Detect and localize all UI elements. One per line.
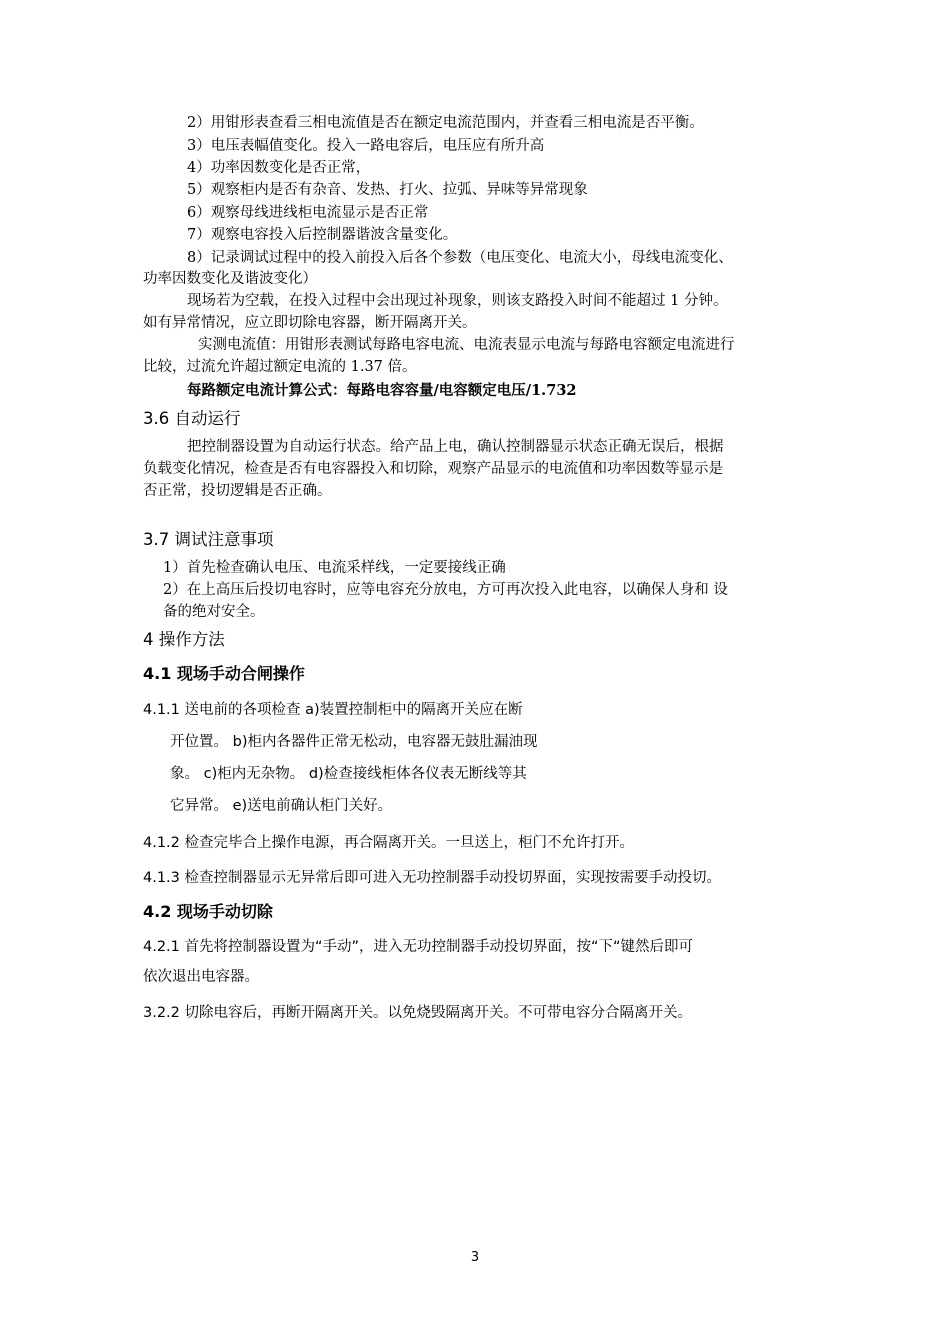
- section-heading-4-1: 4.1 现场手动合闸操作: [143, 664, 305, 683]
- section-heading-4: 4 操作方法: [143, 630, 225, 649]
- paragraph-no-load-cont: 如有异常情况，应立即切除电容器，断开隔离开关。: [143, 315, 477, 331]
- paragraph-4-1-1: 4.1.1 送电前的各项检查 a)装置控制柜中的隔离开关应在断: [143, 702, 523, 718]
- paragraph-measured-current-cont: 比较，过流允许超过额定电流的 1.37 倍。: [143, 359, 417, 375]
- section-heading-4-2: 4.2 现场手动切除: [143, 902, 273, 921]
- section-heading-3-7: 3.7 调试注意事项: [143, 530, 274, 549]
- paragraph-4-1-1-cont2: 象。 c)柜内无杂物。 d)检查接线柜体各仪表无断线等其: [170, 766, 527, 782]
- paragraph-4-2-1-cont: 依次退出电容器。: [143, 969, 259, 985]
- notice-item-1: 1）首先检查确认电压、电流采样线，一定要接线正确: [163, 560, 506, 576]
- paragraph-3-2-2: 3.2.2 切除电容后，再断开隔离开关。以免烧毁隔离开关。不可带电容分合隔离开关。: [143, 1005, 693, 1021]
- paragraph-4-1-3: 4.1.3 检查控制器显示无异常后即可进入无功控制器手动投切界面，实现按需要手动投切。: [143, 870, 721, 886]
- list-item-3: 3）电压表幅值变化。投入一路电容后，电压应有所升高: [187, 138, 545, 154]
- paragraph-4-2-1: 4.2.1 首先将控制器设置为“手动”，进入无功控制器手动投切界面，按“下“键然后即可: [143, 939, 694, 955]
- paragraph-4-1-1-cont1: 开位置。 b)柜内各器件正常无松动，电容器无鼓肚漏油现: [170, 734, 538, 750]
- list-item-5: 5）观察柜内是否有杂音、发热、打火、拉弧、异味等异常现象: [187, 182, 588, 198]
- paragraph-auto-run: 把控制器设置为自动运行状态。给产品上电，确认控制器显示状态正确无误后，根据: [187, 439, 724, 455]
- list-item-8-cont: 功率因数变化及谐波变化）: [143, 271, 317, 287]
- list-item-4: 4）功率因数变化是否正常，: [187, 160, 371, 176]
- paragraph-4-1-2: 4.1.2 检查完毕合上操作电源，再合隔离开关。一旦送上，柜门不允许打开。: [143, 835, 635, 851]
- paragraph-measured-current: 实测电流值：用钳形表测试每路电容电流、电流表显示电流与每路电容额定电流进行: [198, 337, 735, 353]
- paragraph-no-load: 现场若为空载，在投入过程中会出现过补现象，则该支路投入时间不能超过 1 分钟。: [187, 293, 728, 309]
- notice-item-2-cont: 备的绝对安全。: [163, 604, 265, 620]
- list-item-6: 6）观察母线进线柜电流显示是否正常: [187, 205, 429, 221]
- section-heading-3-6: 3.6 自动运行: [143, 409, 241, 428]
- list-item-7: 7）观察电容投入后控制器谐波含量变化。: [187, 227, 458, 243]
- paragraph-auto-run-cont2: 否正常，投切逻辑是否正确。: [143, 483, 332, 499]
- page-number: 3: [470, 1250, 480, 1265]
- list-item-8: 8）记录调试过程中的投入前投入后各个参数（电压变化、电流大小，母线电流变化、: [187, 250, 733, 266]
- formula-text: 每路额定电流计算公式：每路电容容量/电容额定电压/1.732: [187, 382, 577, 399]
- notice-item-2: 2）在上高压后投切电容时，应等电容充分放电，方可再次投入此电容，以确保人身和 设: [163, 582, 728, 598]
- list-item-2: 2）用钳形表查看三相电流值是否在额定电流范围内，并查看三相电流是否平衡。: [187, 115, 704, 131]
- paragraph-4-1-1-cont3: 它异常。 e)送电前确认柜门关好。: [170, 798, 393, 814]
- paragraph-auto-run-cont1: 负载变化情况，检查是否有电容器投入和切除，观察产品显示的电流值和功率因数等显示是: [143, 461, 723, 477]
